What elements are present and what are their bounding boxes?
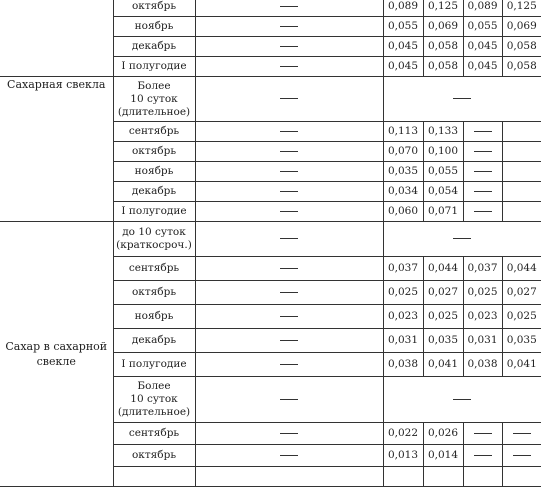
- period-cell: ноябрь: [113, 305, 195, 329]
- product-cell: Сахарная свекла: [0, 77, 113, 222]
- dash-cell: [195, 257, 383, 281]
- period-cell: I полугодие: [113, 353, 195, 377]
- table-row: [0, 0, 541, 17]
- period-cell: I полугодие: [113, 57, 195, 77]
- value-cell: 0,025: [423, 305, 463, 329]
- value-cell: 0,034: [383, 182, 423, 202]
- value-cell: 0,055: [463, 17, 502, 37]
- period-cell: [113, 377, 195, 423]
- value-cell: 0,125: [423, 0, 463, 17]
- dash-cell: [195, 305, 383, 329]
- value-cell: 0,045: [383, 57, 423, 77]
- value-cell: 0,113: [383, 122, 423, 142]
- value-cell: 0,038: [383, 353, 423, 377]
- product-cell: Сахар в сахарной свекле: [0, 222, 113, 487]
- value-cell: 0,058: [423, 57, 463, 77]
- empty-cell: [502, 122, 541, 142]
- period-cell: декабрь: [113, 329, 195, 353]
- dash-cell: [502, 445, 541, 467]
- value-cell: 0,058: [502, 37, 541, 57]
- value-cell: 0,035: [423, 329, 463, 353]
- period-cell: октябрь: [113, 0, 195, 17]
- value-cell: 0,089: [463, 0, 502, 17]
- empty-cell: [502, 182, 541, 202]
- period-label: Более 10 суток (длительное): [117, 79, 191, 118]
- period-cell: сентябрь: [113, 423, 195, 445]
- dash-cell: [195, 17, 383, 37]
- value-cell: 0,041: [502, 353, 541, 377]
- period-cell: октябрь: [113, 142, 195, 162]
- dash-cell: [463, 182, 502, 202]
- value-cell: 0,035: [383, 162, 423, 182]
- dash-cell: [195, 281, 383, 305]
- dash-cell: [195, 329, 383, 353]
- value-cell: 0,045: [463, 57, 502, 77]
- period-cell: октябрь: [113, 445, 195, 467]
- value-cell: 0,058: [423, 37, 463, 57]
- empty-cell: [463, 467, 502, 487]
- value-cell: 0,044: [423, 257, 463, 281]
- value-cell: 0,031: [383, 329, 423, 353]
- period-cell: сентябрь: [113, 122, 195, 142]
- dash-cell: [195, 37, 383, 57]
- period-cell: ноябрь: [113, 162, 195, 182]
- value-cell: 0,055: [423, 162, 463, 182]
- merged-dash-cell: [383, 222, 541, 257]
- dash-cell: [195, 423, 383, 445]
- dash-cell: [195, 77, 383, 122]
- value-cell: 0,035: [502, 329, 541, 353]
- period-cell: октябрь: [113, 281, 195, 305]
- dash-cell: [463, 142, 502, 162]
- dash-cell: [463, 445, 502, 467]
- dash-cell: [195, 57, 383, 77]
- period-cell: декабрь: [113, 182, 195, 202]
- value-cell: 0,022: [383, 423, 423, 445]
- dash-cell: [195, 353, 383, 377]
- period-label: Более 10 суток (длительное): [117, 380, 191, 418]
- dash-cell: [463, 423, 502, 445]
- period-cell: [113, 467, 195, 487]
- empty-cell: [383, 467, 423, 487]
- value-cell: 0,027: [502, 281, 541, 305]
- value-cell: 0,027: [423, 281, 463, 305]
- value-cell: 0,041: [423, 353, 463, 377]
- value-cell: 0,023: [463, 305, 502, 329]
- product-cell: [0, 0, 113, 77]
- value-cell: 0,038: [463, 353, 502, 377]
- merged-dash-cell: [383, 377, 541, 423]
- value-cell: 0,133: [423, 122, 463, 142]
- value-cell: 0,045: [383, 37, 423, 57]
- empty-cell: [502, 142, 541, 162]
- dash-cell: [463, 202, 502, 222]
- period-label: до 10 суток (краткосроч.): [116, 226, 192, 251]
- empty-cell: [502, 202, 541, 222]
- dash-cell: [463, 122, 502, 142]
- value-cell: 0,025: [463, 281, 502, 305]
- value-cell: 0,055: [383, 17, 423, 37]
- value-cell: 0,026: [423, 423, 463, 445]
- value-cell: 0,100: [423, 142, 463, 162]
- value-cell: 0,045: [463, 37, 502, 57]
- value-cell: 0,070: [383, 142, 423, 162]
- dash-cell: [502, 423, 541, 445]
- period-cell: ноябрь: [113, 17, 195, 37]
- period-cell: [113, 77, 195, 122]
- value-cell: 0,031: [463, 329, 502, 353]
- value-cell: 0,125: [502, 0, 541, 17]
- empty-cell: [423, 467, 463, 487]
- dash-cell: [195, 122, 383, 142]
- merged-dash-cell: [383, 77, 541, 122]
- period-cell: сентябрь: [113, 257, 195, 281]
- value-cell: 0,060: [383, 202, 423, 222]
- empty-cell: [502, 467, 541, 487]
- value-cell: 0,071: [423, 202, 463, 222]
- value-cell: 0,014: [423, 445, 463, 467]
- value-cell: 0,069: [502, 17, 541, 37]
- value-cell: 0,069: [423, 17, 463, 37]
- empty-cell: [195, 467, 383, 487]
- value-cell: 0,044: [502, 257, 541, 281]
- dash-cell: [195, 0, 383, 17]
- period-cell: [113, 222, 195, 257]
- period-cell: декабрь: [113, 37, 195, 57]
- value-cell: 0,037: [463, 257, 502, 281]
- value-cell: 0,058: [502, 57, 541, 77]
- dash-cell: [463, 162, 502, 182]
- dash-cell: [195, 162, 383, 182]
- dash-cell: [195, 182, 383, 202]
- dash-cell: [195, 142, 383, 162]
- dash-cell: [195, 222, 383, 257]
- dash-cell: [195, 377, 383, 423]
- empty-cell: [502, 162, 541, 182]
- value-cell: 0,089: [383, 0, 423, 17]
- value-cell: 0,025: [383, 281, 423, 305]
- value-cell: 0,037: [383, 257, 423, 281]
- period-cell: I полугодие: [113, 202, 195, 222]
- table-row: [0, 222, 541, 257]
- value-cell: 0,023: [383, 305, 423, 329]
- value-cell: 0,025: [502, 305, 541, 329]
- value-cell: 0,013: [383, 445, 423, 467]
- dash-cell: [195, 445, 383, 467]
- dash-cell: [195, 202, 383, 222]
- table-row: [0, 77, 541, 122]
- value-cell: 0,054: [423, 182, 463, 202]
